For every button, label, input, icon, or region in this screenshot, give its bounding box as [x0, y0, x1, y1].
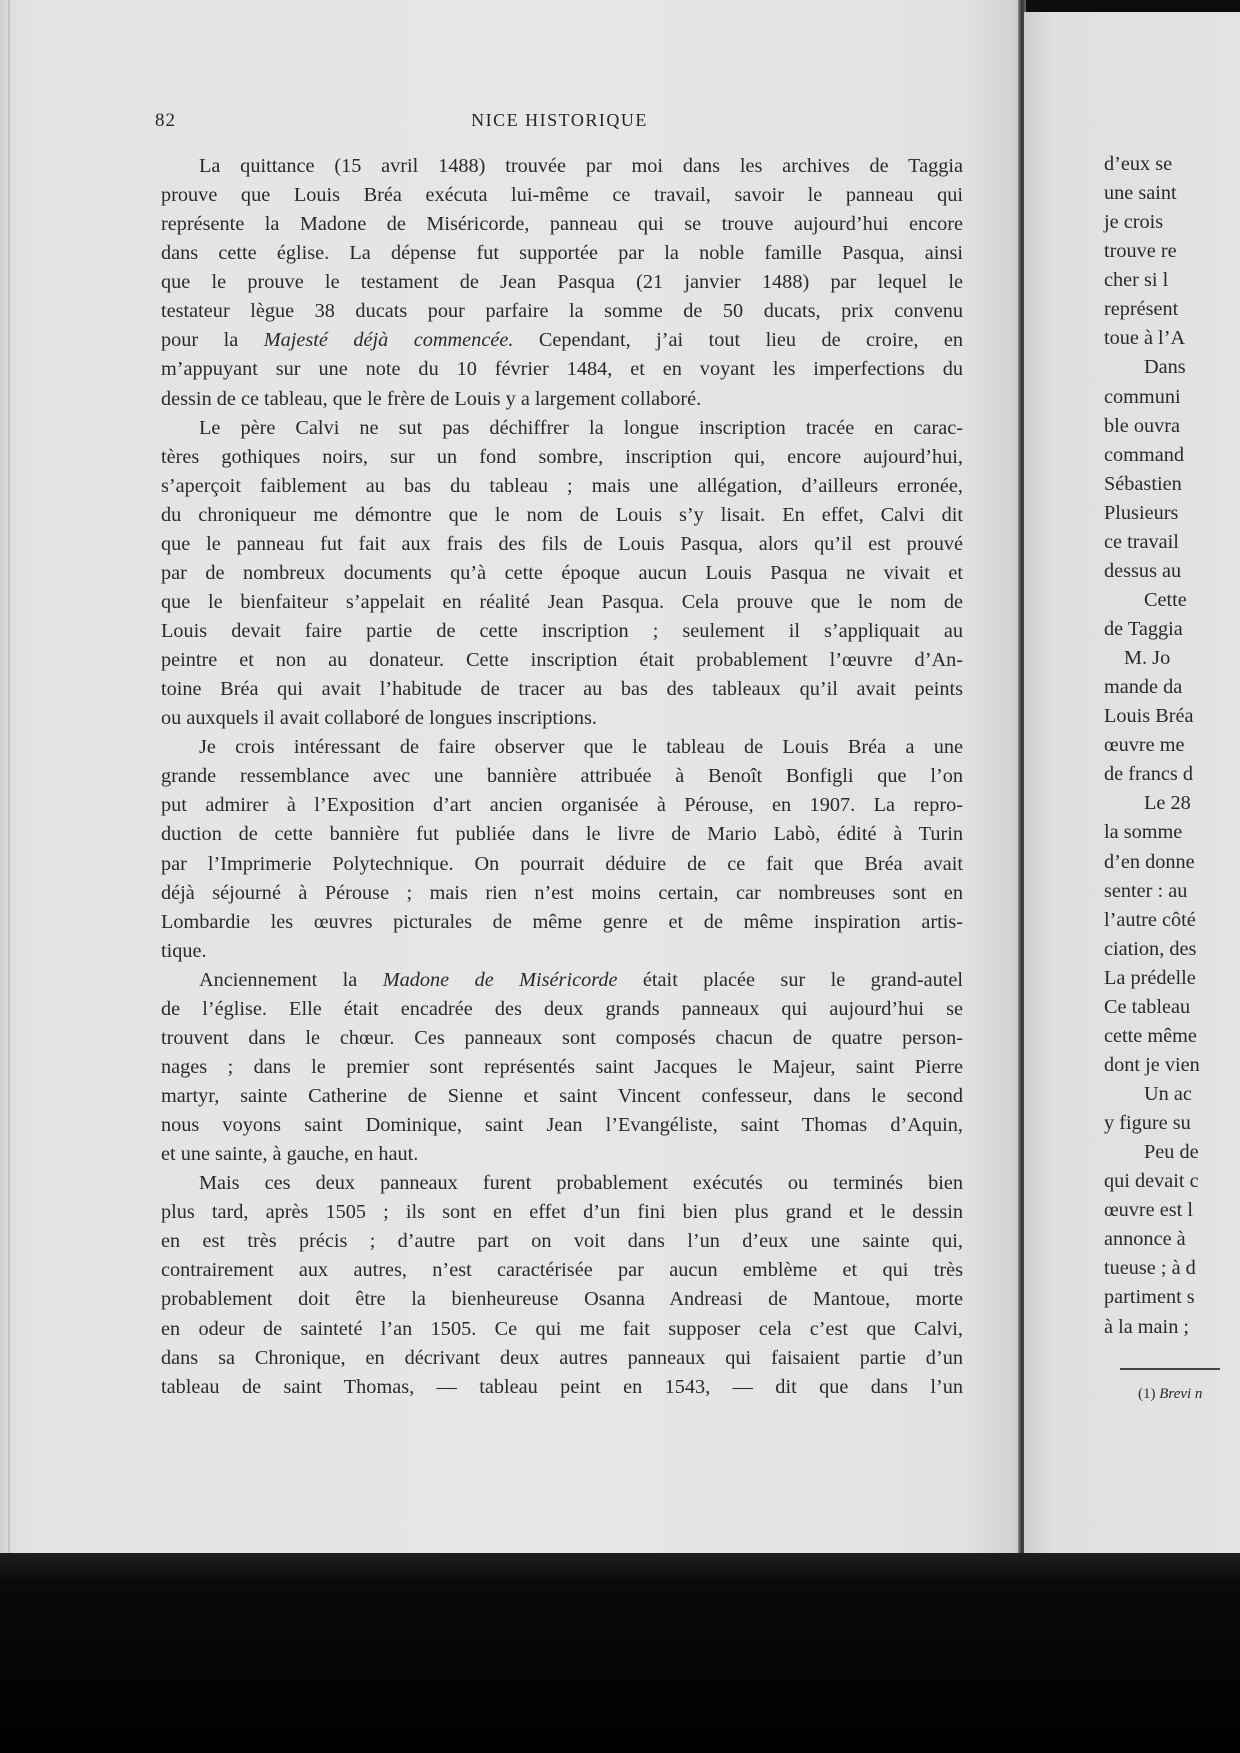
text-line — [161, 704, 963, 733]
text-run: je crois — [1104, 211, 1164, 234]
text-run: dont je vien — [1104, 1053, 1200, 1076]
text-line — [161, 472, 963, 501]
text-run: nous voyons saint Dominique, saint Jean l’Evangéliste, saint Thomas d’Aquin, — [161, 1114, 963, 1137]
text-run: tères gothiques noirs, sur un fond sombre, inscription qui, encore aujourd’hui, — [161, 445, 963, 468]
text-run: Anciennement la — [199, 968, 383, 991]
right-text-line — [1104, 1283, 1240, 1312]
text-line — [161, 850, 963, 879]
right-text-line — [1104, 789, 1240, 818]
text-line — [161, 1140, 963, 1169]
text-line — [161, 326, 963, 355]
right-text-line — [1104, 237, 1240, 266]
text-line — [161, 995, 963, 1024]
right-text-line — [1104, 324, 1240, 353]
text-run: que le panneau fut fait aux frais des fils de Louis Pasqua, alors qu’il est prouvé — [161, 532, 963, 555]
right-text-line — [1104, 1051, 1240, 1080]
text-line — [161, 1373, 963, 1402]
right-text-line — [1104, 266, 1240, 295]
text-run: La prédelle — [1104, 966, 1196, 989]
text-line — [161, 501, 963, 530]
text-run: ou auxquels il avait collaboré de longues inscriptions. — [161, 707, 597, 730]
text-run: nages ; dans le premier sont représentés saint Jacques le Majeur, saint Pierre — [161, 1055, 963, 1078]
page-number: 82 — [155, 110, 176, 131]
text-run: à la main ; — [1104, 1315, 1190, 1338]
text-run: de l’église. Elle était encadrée des deux grands panneaux qui aujourd’hui se — [161, 997, 963, 1020]
text-run: que le bienfaiteur s’appelait en réalité Jean Pasqua. Cela prouve que le nom de — [161, 590, 963, 613]
text-run: M. Jo — [1124, 647, 1171, 670]
body-text — [161, 152, 963, 1402]
text-run: en odeur de sainteté l’an 1505. Ce qui me fait supposer cela c’est que Calvi, — [161, 1317, 963, 1340]
text-line — [161, 1285, 963, 1314]
text-run: annonce à — [1104, 1228, 1186, 1251]
text-run: ble ouvra — [1104, 414, 1181, 437]
text-run: représente la Madone de Miséricorde, panneau qui se trouve aujourd’hui encore — [161, 213, 963, 236]
text-line — [161, 385, 963, 414]
text-line — [161, 879, 963, 908]
footnote-marker: (1) — [1138, 1386, 1156, 1402]
text-line — [161, 908, 963, 937]
italic-run: Majesté déjà commencée. — [263, 329, 514, 352]
text-run: s’aperçoit faiblement au bas du tableau ; mais une allégation, d’ailleurs erronée, — [161, 474, 963, 497]
text-run: tableau de saint Thomas, — tableau peint en 1543, — dit que dans l’un — [161, 1375, 963, 1398]
right-text-line — [1104, 731, 1240, 760]
text-run: Mais ces deux panneaux furent probablement exécutés ou terminés bien — [199, 1172, 963, 1195]
right-text-line — [1104, 1225, 1240, 1254]
text-run: toue à l’A — [1104, 327, 1186, 350]
text-run: en est très précis ; d’autre part on voit dans l’un d’eux une sainte qui, — [161, 1230, 963, 1253]
text-line — [161, 1227, 963, 1256]
text-line — [161, 937, 963, 966]
italic-run: Madone de Miséricorde — [382, 968, 618, 991]
page-header-title: NICE HISTORIQUE — [471, 110, 648, 130]
text-run: cher si l — [1104, 269, 1169, 292]
text-run: testateur lègue 38 ducats pour parfaire la somme de 50 ducats, prix convenu — [161, 300, 963, 323]
text-run: par l’Imprimerie Polytechnique. On pourrait déduire de ce fait que Bréa avait — [161, 852, 963, 875]
text-run: Louis devait faire partie de cette inscription ; seulement il s’appliquait au — [161, 620, 963, 642]
text-line — [161, 355, 963, 384]
right-text-line — [1104, 353, 1240, 382]
text-run: une saint — [1104, 182, 1177, 205]
text-line — [161, 1198, 963, 1227]
text-line — [161, 414, 963, 443]
right-text-line — [1104, 848, 1240, 877]
text-line — [161, 181, 963, 210]
text-line — [161, 791, 963, 820]
text-run: représent — [1104, 298, 1179, 321]
scan-background — [0, 1553, 1240, 1753]
right-text-line — [1104, 557, 1240, 586]
right-text-line — [1104, 993, 1240, 1022]
text-run: contrairement aux autres, n’est caractérisée par aucun emblème et qui très — [161, 1259, 963, 1282]
text-run: l’autre côté — [1104, 908, 1196, 931]
text-line — [161, 1169, 963, 1198]
right-text-line — [1104, 208, 1240, 237]
text-run: mande da — [1104, 676, 1183, 699]
text-run: Cette — [1144, 588, 1187, 611]
text-line — [161, 443, 963, 472]
text-run: Ce tableau — [1104, 995, 1191, 1018]
right-text-line — [1104, 1167, 1240, 1196]
text-line — [161, 559, 963, 588]
right-text-line — [1104, 528, 1240, 557]
text-run: tueuse ; à d — [1104, 1257, 1196, 1280]
text-line — [161, 1024, 963, 1053]
right-text-line — [1104, 1138, 1240, 1167]
right-text-line — [1104, 1080, 1240, 1109]
text-run: était placée sur le grand-autel — [617, 968, 964, 991]
text-line — [161, 646, 963, 675]
text-line — [161, 268, 963, 297]
text-line — [161, 239, 963, 268]
text-run: put admirer à l’Exposition d’art ancien organisée à Pérouse, en 1907. La repro- — [161, 794, 963, 817]
text-run: peintre et non au donateur. Cette inscription était probablement l’œuvre d’An- — [161, 649, 963, 672]
text-run: toine Bréa qui avait l’habitude de tracer au bas des tableaux qu’il avait peints — [161, 678, 963, 701]
text-run: qui devait c — [1104, 1170, 1199, 1193]
running-head — [155, 110, 964, 138]
footnote-text: Brevi n — [1159, 1386, 1203, 1402]
text-run: dessin de ce tableau, que le frère de Louis y a largement collaboré. — [161, 387, 702, 410]
right-text-line — [1104, 179, 1240, 208]
text-run: de francs d — [1104, 763, 1193, 786]
text-run: Lombardie les œuvres picturales de même genre et de même inspiration artis- — [161, 910, 963, 933]
text-run: La quittance (15 avril 1488) trouvée par moi dans les archives de Taggia — [199, 155, 963, 177]
right-text-line — [1104, 1313, 1240, 1342]
text-run: pour la — [161, 329, 264, 352]
text-run: plus tard, après 1505 ; ils sont en effet d’un fini bien plus grand et le dessin — [161, 1201, 963, 1224]
text-run: d’en donne — [1104, 850, 1195, 873]
right-text-line — [1104, 964, 1240, 993]
text-line — [161, 1256, 963, 1285]
text-run: trouve re — [1104, 240, 1177, 263]
footnote — [1138, 1386, 1202, 1403]
text-line — [161, 733, 963, 762]
text-run: Le père Calvi ne sut pas déchiffrer la longue inscription tracée en carac- — [199, 416, 963, 439]
right-text-line — [1104, 1254, 1240, 1283]
right-text-line — [1104, 412, 1240, 441]
right-text-line — [1104, 702, 1240, 731]
right-text-line — [1104, 150, 1240, 179]
text-run: du chroniqueur me démontre que le nom de Louis s’y lisait. En effet, Calvi dit — [161, 503, 963, 526]
text-line — [161, 762, 963, 791]
right-text-line — [1104, 1022, 1240, 1051]
text-run: Le 28 — [1144, 792, 1191, 815]
text-run: martyr, sainte Catherine de Sienne et saint Vincent confesseur, dans le second — [161, 1085, 963, 1107]
right-text-line — [1104, 615, 1240, 644]
text-line — [161, 820, 963, 849]
text-line — [161, 297, 963, 326]
text-line — [161, 1111, 963, 1140]
text-run: ciation, des — [1104, 937, 1197, 960]
text-run: dans cette église. La dépense fut supportée par la noble famille Pasqua, ainsi — [161, 242, 963, 265]
text-line — [161, 1315, 963, 1344]
text-run: grande ressemblance avec une bannière attribuée à Benoît Bonfigli que l’on — [161, 765, 963, 788]
text-line — [161, 1344, 963, 1373]
right-page-text — [1104, 150, 1240, 1342]
text-run: ce travail — [1104, 530, 1179, 553]
text-run: dessus au — [1104, 559, 1182, 582]
right-text-line — [1104, 818, 1240, 847]
text-run: Je crois intéressant de faire observer que le tableau de Louis Bréa a une — [199, 736, 963, 759]
text-line — [161, 210, 963, 239]
right-text-line — [1104, 935, 1240, 964]
right-text-line — [1104, 906, 1240, 935]
text-run: Peu de — [1144, 1141, 1199, 1164]
text-run: la somme — [1104, 821, 1183, 844]
text-line — [161, 675, 963, 704]
text-line — [161, 1082, 963, 1111]
text-run: m’appuyant sur une note du 10 février 1484, et en voyant les imperfections du — [161, 358, 963, 381]
text-run: déjà séjourné à Pérouse ; mais rien n’est moins certain, car nombreuses sont en — [161, 881, 963, 904]
text-run: que le prouve le testament de Jean Pasqua (21 janvier 1488) par lequel le — [161, 271, 963, 294]
text-run: Dans — [1144, 356, 1186, 379]
right-text-line — [1104, 499, 1240, 528]
text-run: senter : au — [1104, 879, 1188, 902]
text-line — [161, 617, 963, 646]
text-run: d’eux se — [1104, 153, 1173, 175]
text-run: Louis Bréa — [1104, 705, 1194, 728]
text-run: trouvent dans le chœur. Ces panneaux sont composés chacun de quatre person- — [161, 1026, 963, 1049]
text-line — [161, 152, 963, 181]
text-run: partiment s — [1104, 1286, 1195, 1309]
text-run: de Taggia — [1104, 618, 1183, 640]
text-run: Plusieurs — [1104, 501, 1179, 524]
text-run: probablement doit être la bienheureuse Osanna Andreasi de Mantoue, morte — [161, 1288, 963, 1311]
right-text-line — [1104, 586, 1240, 615]
right-text-line — [1104, 295, 1240, 324]
text-run: et une sainte, à gauche, en haut. — [161, 1143, 419, 1166]
right-text-line — [1104, 441, 1240, 470]
right-text-line — [1104, 877, 1240, 906]
text-run: Un ac — [1144, 1083, 1192, 1105]
footnote-rule — [1120, 1368, 1220, 1370]
text-line — [161, 530, 963, 559]
text-run: Cependant, j’ai tout lieu de croire, en — [513, 329, 963, 352]
text-run: œuvre me — [1104, 734, 1185, 757]
text-run: cette même — [1104, 1024, 1197, 1047]
text-run: command — [1104, 443, 1184, 466]
text-run: y figure su — [1104, 1112, 1191, 1135]
right-text-line — [1104, 760, 1240, 789]
right-text-line — [1104, 470, 1240, 499]
text-line — [161, 966, 963, 995]
text-run: duction de cette bannière fut publiée dans le livre de Mario Labò, édité à Turin — [161, 823, 963, 846]
text-run: tique. — [161, 939, 207, 962]
right-text-line — [1104, 673, 1240, 702]
text-run: par de nombreux documents qu’à cette époque aucun Louis Pasqua ne vivait et — [161, 561, 963, 584]
right-text-line — [1104, 1109, 1240, 1138]
right-text-line — [1104, 383, 1240, 412]
text-run: prouve que Louis Bréa exécuta lui-même ce travail, savoir le panneau qui — [161, 184, 963, 207]
text-run: œuvre est l — [1104, 1199, 1193, 1222]
text-line — [161, 1053, 963, 1082]
text-run: communi — [1104, 385, 1181, 408]
right-text-line — [1104, 1196, 1240, 1225]
text-run: Sébastien — [1104, 472, 1182, 495]
right-text-line — [1104, 644, 1240, 673]
text-line — [161, 588, 963, 617]
text-run: dans sa Chronique, en décrivant deux autres panneaux qui faisaient partie d’un — [161, 1346, 963, 1369]
